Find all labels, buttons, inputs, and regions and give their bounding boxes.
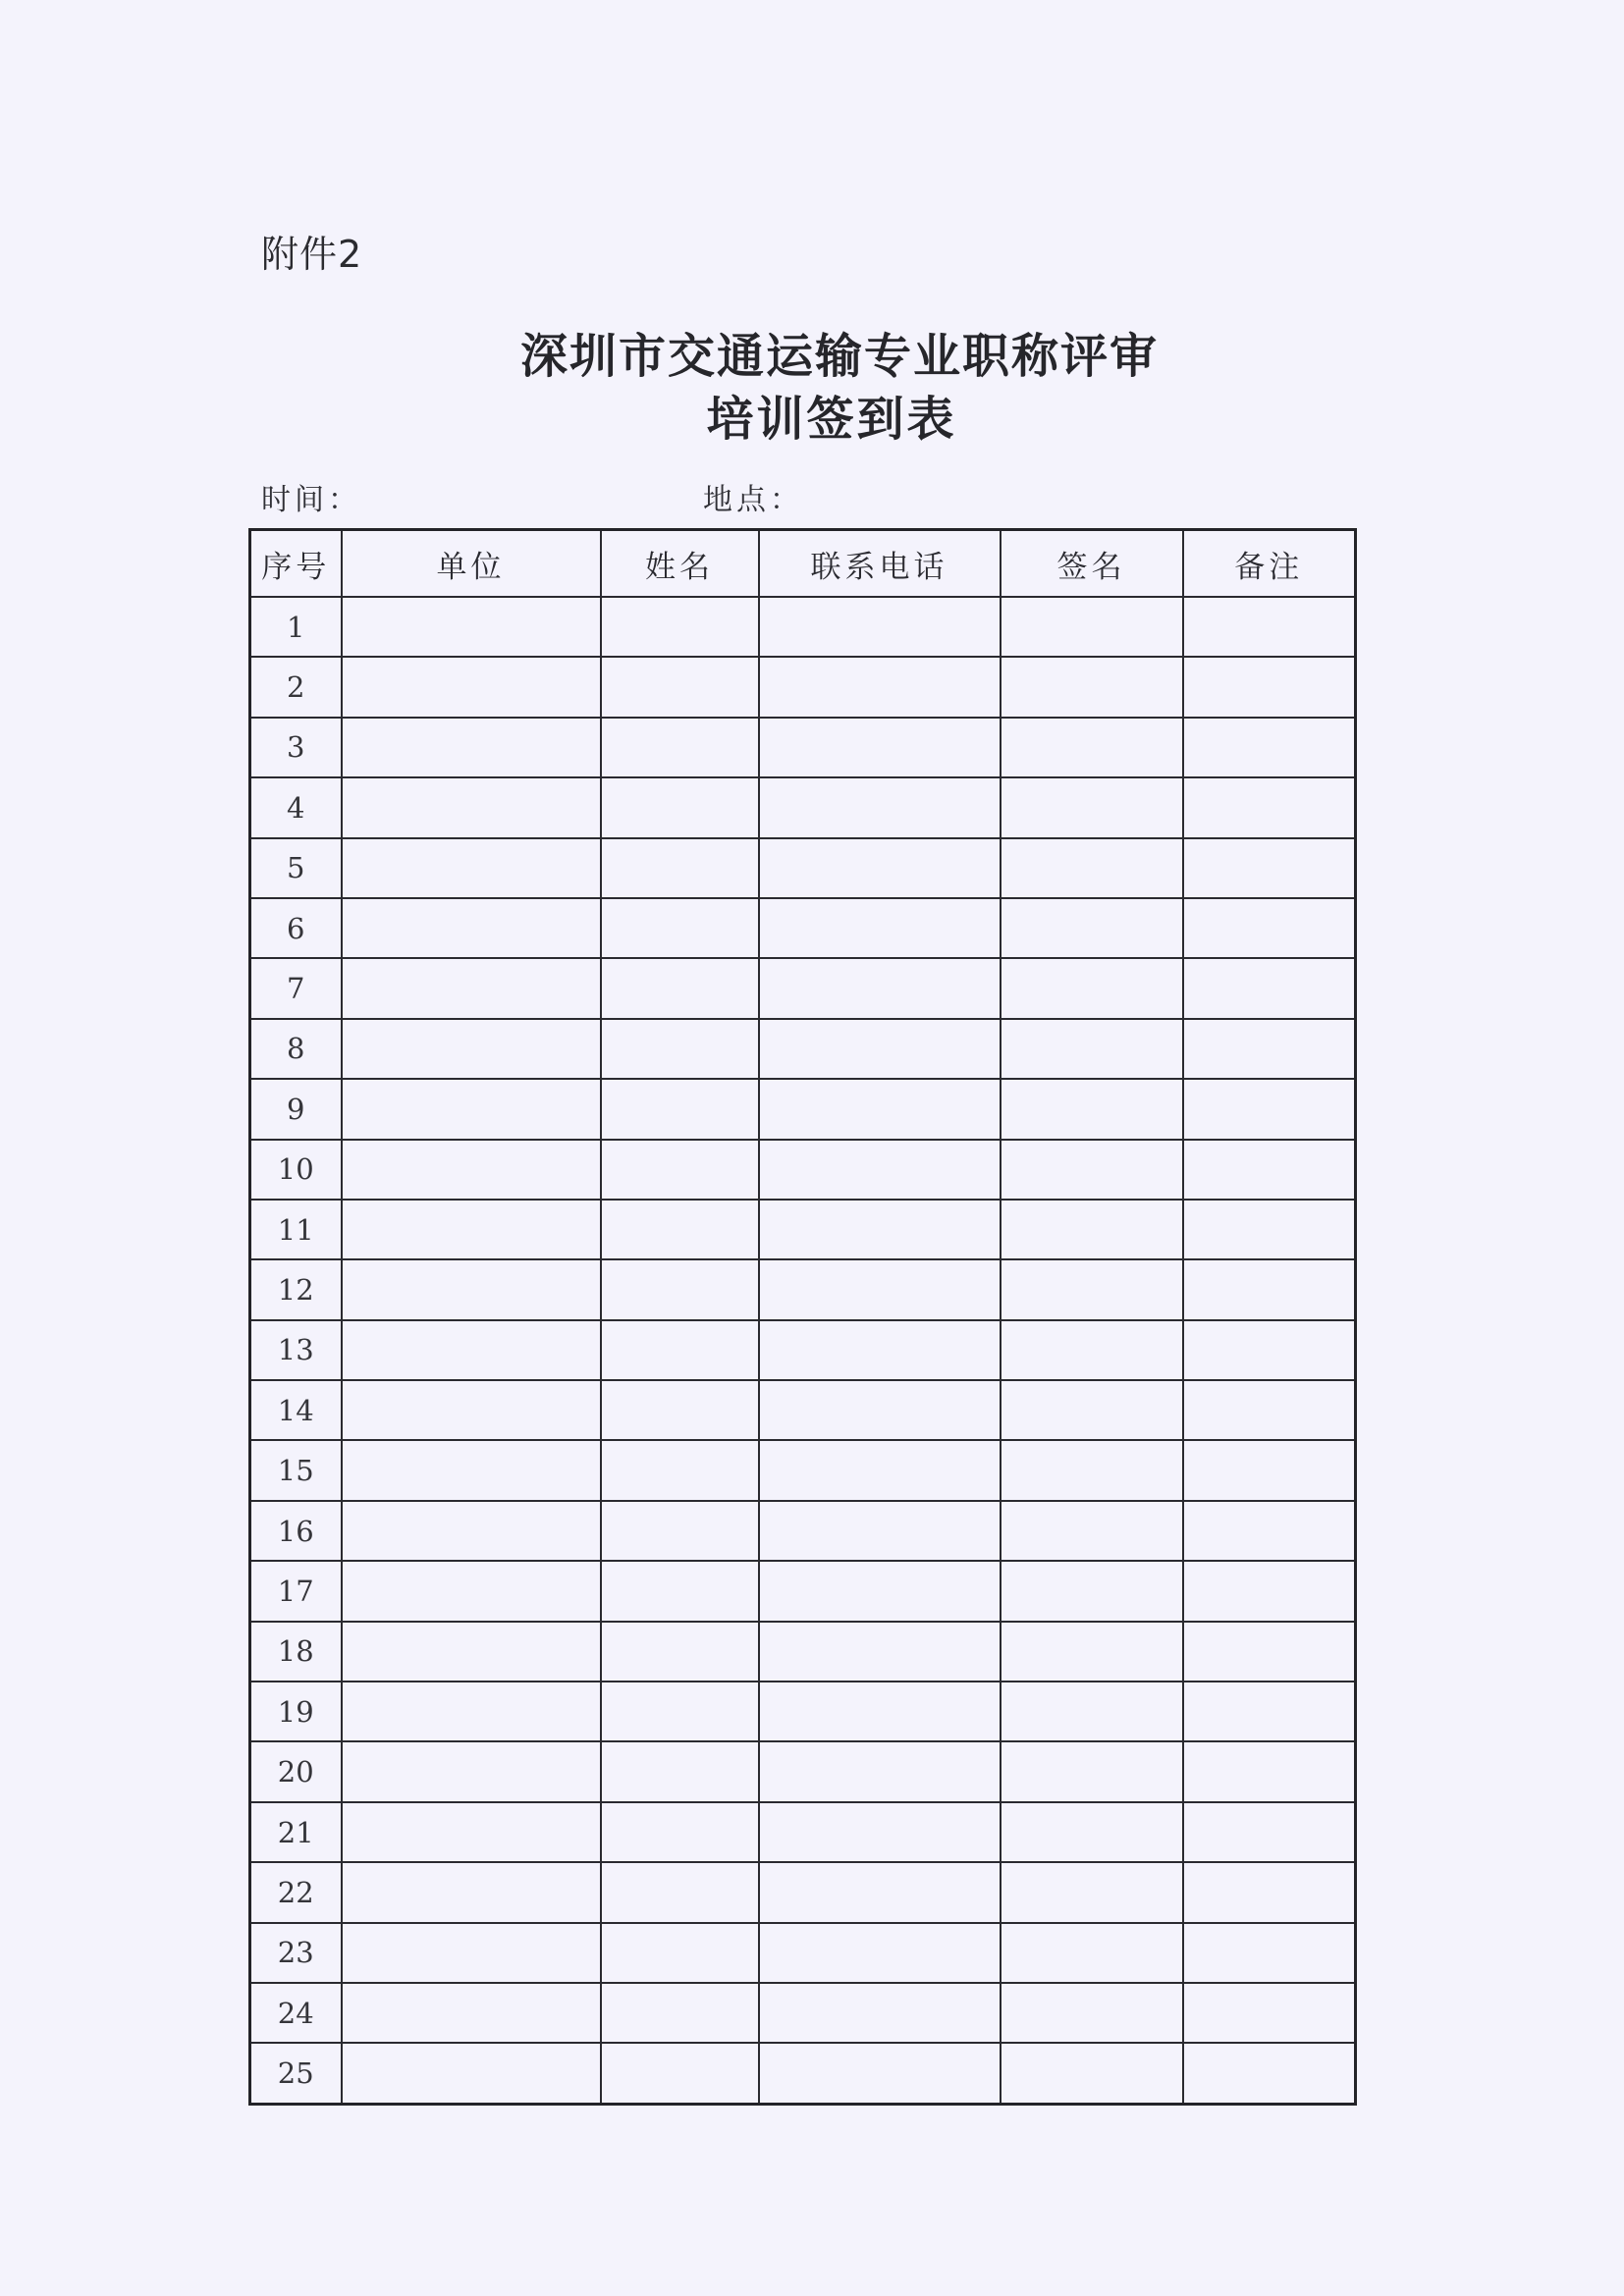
remarks-cell[interactable]: [1183, 1983, 1356, 2043]
unit-cell[interactable]: [342, 657, 601, 717]
serial-number-cell: 23: [250, 1923, 342, 1983]
serial-number-cell: 18: [250, 1622, 342, 1682]
unit-cell[interactable]: [342, 1140, 601, 1200]
signature-cell[interactable]: [1001, 898, 1183, 958]
table-row: [250, 1682, 1356, 1741]
name-cell[interactable]: [601, 1259, 759, 1319]
table-row: [250, 2043, 1356, 2104]
serial-number-cell: 17: [250, 1561, 342, 1621]
remarks-cell[interactable]: [1183, 1741, 1356, 1801]
name-cell[interactable]: [601, 777, 759, 837]
signature-cell[interactable]: [1001, 1923, 1183, 1983]
signature-cell[interactable]: [1001, 718, 1183, 777]
unit-cell[interactable]: [342, 777, 601, 837]
signature-cell[interactable]: [1001, 1501, 1183, 1561]
phone-cell[interactable]: [759, 1622, 1001, 1682]
phone-cell[interactable]: [759, 657, 1001, 717]
time-label: 时间：: [261, 483, 361, 517]
remarks-cell[interactable]: [1183, 2043, 1356, 2104]
unit-cell[interactable]: [342, 1802, 601, 1862]
remarks-cell[interactable]: [1183, 1259, 1356, 1319]
remarks-cell[interactable]: [1183, 958, 1356, 1018]
name-cell[interactable]: [601, 958, 759, 1018]
phone-cell[interactable]: [759, 2043, 1001, 2104]
remarks-cell[interactable]: [1183, 838, 1356, 898]
unit-cell[interactable]: [342, 1561, 601, 1621]
table-row: [250, 1440, 1356, 1500]
remarks-cell[interactable]: [1183, 1440, 1356, 1500]
remarks-cell[interactable]: [1183, 777, 1356, 837]
table-row: [250, 1380, 1356, 1440]
serial-number-cell: 25: [250, 2043, 342, 2104]
signature-cell[interactable]: [1001, 1622, 1183, 1682]
serial-number-cell: 21: [250, 1802, 342, 1862]
name-cell[interactable]: [601, 1622, 759, 1682]
serial-number-cell: 16: [250, 1501, 342, 1561]
name-cell[interactable]: [601, 718, 759, 777]
name-cell[interactable]: [601, 1983, 759, 2043]
remarks-cell[interactable]: [1183, 718, 1356, 777]
signature-cell[interactable]: [1001, 777, 1183, 837]
remarks-cell[interactable]: [1183, 1079, 1356, 1139]
signature-cell[interactable]: [1001, 1140, 1183, 1200]
name-cell[interactable]: [601, 1140, 759, 1200]
serial-number-cell: 5: [250, 838, 342, 898]
document-title: 深圳市交通运输专业职称评审: [519, 329, 1159, 384]
phone-cell[interactable]: [759, 1923, 1001, 1983]
remarks-cell[interactable]: [1183, 597, 1356, 657]
unit-cell[interactable]: [342, 1682, 601, 1741]
table-row: [250, 1923, 1356, 1983]
signature-cell[interactable]: [1001, 1079, 1183, 1139]
remarks-cell[interactable]: [1183, 1140, 1356, 1200]
table-row: [250, 898, 1356, 958]
name-cell[interactable]: [601, 1380, 759, 1440]
sign-in-table: [248, 528, 1357, 2106]
remarks-cell[interactable]: [1183, 1561, 1356, 1621]
unit-cell[interactable]: [342, 1862, 601, 1922]
table-row: [250, 958, 1356, 1018]
phone-cell[interactable]: [759, 1259, 1001, 1319]
serial-number-cell: 12: [250, 1259, 342, 1319]
name-cell[interactable]: [601, 898, 759, 958]
unit-cell[interactable]: [342, 1622, 601, 1682]
document-subtitle: 培训签到表: [706, 392, 957, 447]
signature-cell[interactable]: [1001, 1259, 1183, 1319]
signature-cell[interactable]: [1001, 1561, 1183, 1621]
name-cell[interactable]: [601, 838, 759, 898]
table-row: [250, 1140, 1356, 1200]
signature-cell[interactable]: [1001, 1682, 1183, 1741]
serial-number-cell: 7: [250, 958, 342, 1018]
signature-cell[interactable]: [1001, 838, 1183, 898]
serial-number-cell: 19: [250, 1682, 342, 1741]
name-cell[interactable]: [601, 2043, 759, 2104]
place-label: 地点：: [703, 483, 803, 517]
remarks-cell[interactable]: [1183, 1019, 1356, 1079]
serial-number-cell: 3: [250, 718, 342, 777]
signature-cell[interactable]: [1001, 597, 1183, 657]
table-row: [250, 777, 1356, 837]
unit-cell[interactable]: [342, 1320, 601, 1380]
serial-number-cell: 13: [250, 1320, 342, 1380]
header-phone: 联系电话: [759, 530, 1001, 598]
name-cell[interactable]: [601, 1501, 759, 1561]
header-serial-number: 序号: [250, 530, 342, 598]
name-cell[interactable]: [601, 1741, 759, 1801]
serial-number-cell: 10: [250, 1140, 342, 1200]
table-row: [250, 1079, 1356, 1139]
signature-cell[interactable]: [1001, 1200, 1183, 1259]
name-cell[interactable]: [601, 657, 759, 717]
phone-cell[interactable]: [759, 1802, 1001, 1862]
remarks-cell[interactable]: [1183, 1802, 1356, 1862]
table-body: [250, 597, 1356, 2104]
unit-cell[interactable]: [342, 1923, 601, 1983]
serial-number-cell: 4: [250, 777, 342, 837]
header-name: 姓名: [601, 530, 759, 598]
unit-cell[interactable]: [342, 718, 601, 777]
attachment-label: 附件2: [261, 233, 363, 276]
name-cell[interactable]: [601, 1923, 759, 1983]
table-row: [250, 1019, 1356, 1079]
serial-number-cell: 15: [250, 1440, 342, 1500]
signature-cell[interactable]: [1001, 1862, 1183, 1922]
signature-cell[interactable]: [1001, 1983, 1183, 2043]
signature-cell[interactable]: [1001, 2043, 1183, 2104]
phone-cell[interactable]: [759, 1501, 1001, 1561]
phone-cell[interactable]: [759, 1320, 1001, 1380]
signature-cell[interactable]: [1001, 1440, 1183, 1500]
name-cell[interactable]: [601, 1561, 759, 1621]
table-row: [250, 1983, 1356, 2043]
unit-cell[interactable]: [342, 1983, 601, 2043]
phone-cell[interactable]: [759, 958, 1001, 1018]
table-row: [250, 1259, 1356, 1319]
unit-cell[interactable]: [342, 1079, 601, 1139]
remarks-cell[interactable]: [1183, 1200, 1356, 1259]
unit-cell[interactable]: [342, 838, 601, 898]
phone-cell[interactable]: [759, 1682, 1001, 1741]
unit-cell[interactable]: [342, 597, 601, 657]
phone-cell[interactable]: [759, 777, 1001, 837]
signature-cell[interactable]: [1001, 1380, 1183, 1440]
table-row: [250, 718, 1356, 777]
phone-cell[interactable]: [759, 898, 1001, 958]
signature-cell[interactable]: [1001, 1802, 1183, 1862]
table-row: [250, 1200, 1356, 1259]
serial-number-cell: 9: [250, 1079, 342, 1139]
phone-cell[interactable]: [759, 1079, 1001, 1139]
phone-cell[interactable]: [759, 1440, 1001, 1500]
name-cell[interactable]: [601, 1019, 759, 1079]
signature-cell[interactable]: [1001, 958, 1183, 1018]
name-cell[interactable]: [601, 1320, 759, 1380]
signature-cell[interactable]: [1001, 1320, 1183, 1380]
serial-number-cell: 1: [250, 597, 342, 657]
remarks-cell[interactable]: [1183, 1682, 1356, 1741]
header-unit: 单位: [342, 530, 601, 598]
table-row: [250, 1862, 1356, 1922]
unit-cell[interactable]: [342, 1741, 601, 1801]
name-cell[interactable]: [601, 1079, 759, 1139]
signature-cell[interactable]: [1001, 1019, 1183, 1079]
table-row: [250, 1802, 1356, 1862]
header-remarks: 备注: [1183, 530, 1356, 598]
unit-cell[interactable]: [342, 1440, 601, 1500]
table-row: [250, 1501, 1356, 1561]
phone-cell[interactable]: [759, 1019, 1001, 1079]
phone-cell[interactable]: [759, 838, 1001, 898]
remarks-cell[interactable]: [1183, 1862, 1356, 1922]
serial-number-cell: 22: [250, 1862, 342, 1922]
table-row: [250, 1741, 1356, 1801]
phone-cell[interactable]: [759, 1741, 1001, 1801]
unit-cell[interactable]: [342, 2043, 601, 2104]
phone-cell[interactable]: [759, 718, 1001, 777]
remarks-cell[interactable]: [1183, 898, 1356, 958]
phone-cell[interactable]: [759, 1561, 1001, 1621]
header-signature: 签名: [1001, 530, 1183, 598]
phone-cell[interactable]: [759, 1140, 1001, 1200]
serial-number-cell: 6: [250, 898, 342, 958]
remarks-cell[interactable]: [1183, 657, 1356, 717]
table-row: [250, 838, 1356, 898]
unit-cell[interactable]: [342, 898, 601, 958]
unit-cell[interactable]: [342, 1019, 601, 1079]
remarks-cell[interactable]: [1183, 1501, 1356, 1561]
serial-number-cell: 2: [250, 657, 342, 717]
unit-cell[interactable]: [342, 958, 601, 1018]
serial-number-cell: 14: [250, 1380, 342, 1440]
phone-cell[interactable]: [759, 597, 1001, 657]
table-row: [250, 1622, 1356, 1682]
unit-cell[interactable]: [342, 1200, 601, 1259]
unit-cell[interactable]: [342, 1259, 601, 1319]
serial-number-cell: 11: [250, 1200, 342, 1259]
remarks-cell[interactable]: [1183, 1320, 1356, 1380]
phone-cell[interactable]: [759, 1862, 1001, 1922]
name-cell[interactable]: [601, 1682, 759, 1741]
signature-cell[interactable]: [1001, 657, 1183, 717]
table-row: [250, 657, 1356, 717]
phone-cell[interactable]: [759, 1380, 1001, 1440]
phone-cell[interactable]: [759, 1983, 1001, 2043]
unit-cell[interactable]: [342, 1501, 601, 1561]
table-row: [250, 1561, 1356, 1621]
serial-number-cell: 20: [250, 1741, 342, 1801]
remarks-cell[interactable]: [1183, 1923, 1356, 1983]
unit-cell[interactable]: [342, 1380, 601, 1440]
phone-cell[interactable]: [759, 1200, 1001, 1259]
name-cell[interactable]: [601, 1862, 759, 1922]
remarks-cell[interactable]: [1183, 1380, 1356, 1440]
remarks-cell[interactable]: [1183, 1622, 1356, 1682]
signature-cell[interactable]: [1001, 1741, 1183, 1801]
table-row: [250, 597, 1356, 657]
serial-number-cell: 24: [250, 1983, 342, 2043]
table-header-row: [250, 530, 1356, 598]
name-cell[interactable]: [601, 1802, 759, 1862]
table-row: [250, 1320, 1356, 1380]
name-cell[interactable]: [601, 597, 759, 657]
name-cell[interactable]: [601, 1440, 759, 1500]
name-cell[interactable]: [601, 1200, 759, 1259]
serial-number-cell: 8: [250, 1019, 342, 1079]
